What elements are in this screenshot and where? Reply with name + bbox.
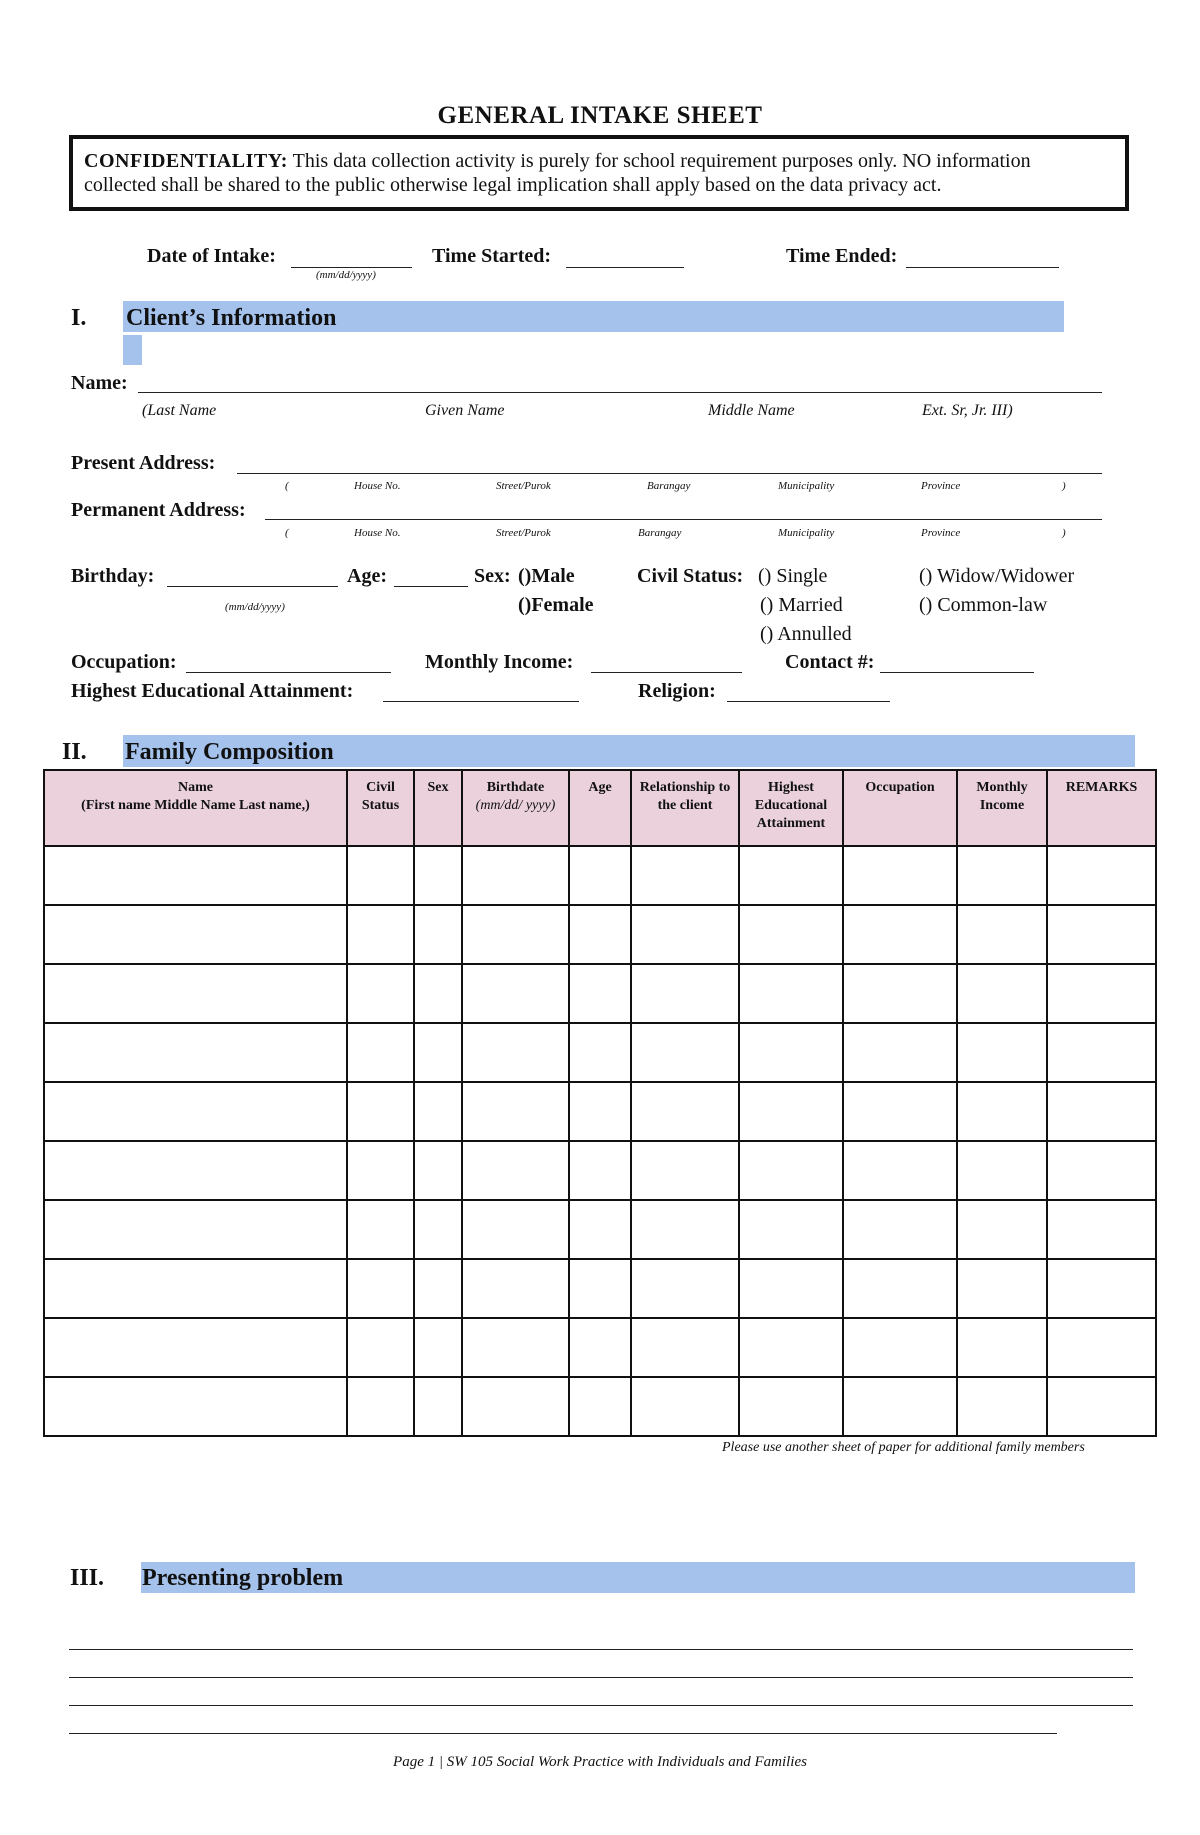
time-ended-field[interactable] bbox=[906, 267, 1059, 268]
table-row bbox=[44, 1318, 1156, 1377]
table-cell-name[interactable] bbox=[44, 846, 347, 905]
table-row bbox=[44, 905, 1156, 964]
table-cell-relationship[interactable] bbox=[631, 964, 739, 1023]
col-header-birthdate-label: Birthdate bbox=[486, 780, 545, 795]
col-header-birthdate bbox=[462, 770, 569, 846]
table-cell-education[interactable] bbox=[739, 905, 843, 964]
table-cell-monthly-income[interactable] bbox=[957, 964, 1047, 1023]
table-cell-relationship[interactable] bbox=[631, 1141, 739, 1200]
religion-label: Religion: bbox=[638, 680, 716, 702]
time-started-field[interactable] bbox=[566, 267, 684, 268]
col-header-civil-status bbox=[347, 770, 414, 846]
table-cell-name[interactable] bbox=[44, 1377, 347, 1436]
table-cell-civil-status[interactable] bbox=[347, 1259, 414, 1318]
table-cell-education[interactable] bbox=[739, 1318, 843, 1377]
perm-address-hint-barangay: Barangay bbox=[638, 527, 682, 539]
col-header-civil-status-label: Civil Status bbox=[361, 780, 400, 813]
section-3-title: Presenting problem bbox=[142, 1565, 344, 1591]
table-cell-birthdate[interactable] bbox=[462, 1023, 569, 1082]
table-cell-monthly-income[interactable] bbox=[957, 846, 1047, 905]
table-cell-occupation[interactable] bbox=[843, 1082, 957, 1141]
table-cell-name[interactable] bbox=[44, 1259, 347, 1318]
table-cell-age[interactable] bbox=[569, 1082, 631, 1141]
section-1-number: I. bbox=[71, 305, 87, 331]
perm-address-hint-street: Street/Purok bbox=[496, 527, 551, 539]
table-cell-occupation[interactable] bbox=[843, 905, 957, 964]
table-cell-age[interactable] bbox=[569, 905, 631, 964]
table-cell-sex[interactable] bbox=[414, 1259, 462, 1318]
address-hint-barangay: Barangay bbox=[647, 480, 691, 492]
section-1-title: Client’s Information bbox=[126, 305, 337, 331]
perm-address-hint-open: ( bbox=[285, 527, 289, 539]
table-cell-occupation[interactable] bbox=[843, 1377, 957, 1436]
table-cell-name[interactable] bbox=[44, 1023, 347, 1082]
contact-label: Contact #: bbox=[785, 651, 875, 673]
table-cell-education[interactable] bbox=[739, 846, 843, 905]
table-cell-education[interactable] bbox=[739, 1023, 843, 1082]
address-hint-street: Street/Purok bbox=[496, 480, 551, 492]
table-cell-sex[interactable] bbox=[414, 1318, 462, 1377]
col-header-occupation bbox=[843, 770, 957, 846]
table-cell-civil-status[interactable] bbox=[347, 1082, 414, 1141]
table-cell-occupation[interactable] bbox=[843, 1318, 957, 1377]
col-header-birthdate-sub: (mm/dd/ yyyy) bbox=[475, 798, 556, 813]
address-hint-close: ) bbox=[1062, 480, 1066, 492]
table-cell-age[interactable] bbox=[569, 846, 631, 905]
table-cell-education[interactable] bbox=[739, 1141, 843, 1200]
name-hint-given: Given Name bbox=[425, 402, 505, 419]
table-row bbox=[44, 1023, 1156, 1082]
col-header-monthly-income bbox=[957, 770, 1047, 846]
table-cell-relationship[interactable] bbox=[631, 846, 739, 905]
table-cell-monthly-income[interactable] bbox=[957, 1141, 1047, 1200]
civil-status-widow-option[interactable]: () Widow/Widower bbox=[919, 565, 1075, 587]
table-cell-age[interactable] bbox=[569, 1141, 631, 1200]
table-cell-civil-status[interactable] bbox=[347, 1023, 414, 1082]
table-cell-monthly-income[interactable] bbox=[957, 1318, 1047, 1377]
education-label: Highest Educational Attainment: bbox=[71, 680, 354, 702]
table-cell-age[interactable] bbox=[569, 1200, 631, 1259]
table-cell-relationship[interactable] bbox=[631, 1200, 739, 1259]
table-cell-birthdate[interactable] bbox=[462, 905, 569, 964]
date-of-intake-label: Date of Intake: bbox=[147, 245, 276, 267]
address-hint-house: House No. bbox=[354, 480, 401, 492]
perm-address-hint-province: Province bbox=[921, 527, 961, 539]
table-cell-remarks[interactable] bbox=[1047, 1377, 1156, 1436]
table-cell-monthly-income[interactable] bbox=[957, 1023, 1047, 1082]
name-hint-last: (Last Name bbox=[142, 402, 217, 419]
problem-line-3[interactable] bbox=[69, 1705, 1133, 1706]
table-cell-relationship[interactable] bbox=[631, 1082, 739, 1141]
name-field[interactable] bbox=[138, 392, 1102, 393]
table-cell-age[interactable] bbox=[569, 1259, 631, 1318]
table-cell-civil-status[interactable] bbox=[347, 964, 414, 1023]
table-cell-education[interactable] bbox=[739, 1082, 843, 1141]
table-cell-birthdate[interactable] bbox=[462, 1082, 569, 1141]
contact-field[interactable] bbox=[880, 672, 1034, 673]
table-cell-name[interactable] bbox=[44, 1200, 347, 1259]
col-header-remarks-label: REMARKS bbox=[1065, 780, 1138, 795]
table-cell-age[interactable] bbox=[569, 1023, 631, 1082]
table-row bbox=[44, 1259, 1156, 1318]
table-cell-remarks[interactable] bbox=[1047, 1023, 1156, 1082]
col-header-relationship bbox=[631, 770, 739, 846]
table-cell-civil-status[interactable] bbox=[347, 905, 414, 964]
confidentiality-text-1: This data collection activity is purely for school requirement purposes only. NO information bbox=[287, 150, 1031, 172]
table-cell-sex[interactable] bbox=[414, 964, 462, 1023]
confidentiality-notice bbox=[69, 135, 1129, 211]
table-cell-monthly-income[interactable] bbox=[957, 905, 1047, 964]
col-header-name bbox=[44, 770, 347, 846]
civil-status-common-law-option[interactable]: () Common-law bbox=[919, 594, 1048, 616]
page-title: GENERAL INTAKE SHEET bbox=[437, 102, 763, 129]
table-cell-occupation[interactable] bbox=[843, 1200, 957, 1259]
table-cell-civil-status[interactable] bbox=[347, 1141, 414, 1200]
civil-status-annulled-option[interactable]: () Annulled bbox=[760, 623, 852, 645]
confidentiality-text-2: collected shall be shared to the public otherwise legal implication shall apply based on the data privacy act. bbox=[84, 174, 942, 196]
table-cell-age[interactable] bbox=[569, 964, 631, 1023]
table-cell-birthdate[interactable] bbox=[462, 1200, 569, 1259]
education-field[interactable] bbox=[383, 701, 579, 702]
table-cell-age[interactable] bbox=[569, 1318, 631, 1377]
table-cell-monthly-income[interactable] bbox=[957, 1377, 1047, 1436]
table-cell-age[interactable] bbox=[569, 1377, 631, 1436]
table-cell-relationship[interactable] bbox=[631, 1259, 739, 1318]
table-cell-sex[interactable] bbox=[414, 1082, 462, 1141]
table-cell-education[interactable] bbox=[739, 1259, 843, 1318]
perm-address-hint-close: ) bbox=[1062, 527, 1066, 539]
table-cell-education[interactable] bbox=[739, 1200, 843, 1259]
time-ended-label: Time Ended: bbox=[786, 245, 898, 267]
table-row bbox=[44, 1082, 1156, 1141]
address-hint-municipality: Municipality bbox=[778, 480, 835, 492]
name-hint-middle: Middle Name bbox=[708, 402, 795, 419]
table-cell-name[interactable] bbox=[44, 1082, 347, 1141]
table-cell-education[interactable] bbox=[739, 964, 843, 1023]
family-table-note: Please use another sheet of paper for additional family members bbox=[722, 1440, 1085, 1455]
table-cell-remarks[interactable] bbox=[1047, 1082, 1156, 1141]
family-composition-table bbox=[43, 769, 1157, 1437]
occupation-label: Occupation: bbox=[71, 651, 177, 673]
occupation-field[interactable] bbox=[186, 672, 391, 673]
table-cell-relationship[interactable] bbox=[631, 1377, 739, 1436]
table-cell-remarks[interactable] bbox=[1047, 1141, 1156, 1200]
page-footer: Page 1 | SW 105 Social Work Practice with Individuals and Families bbox=[393, 1754, 807, 1770]
problem-line-4[interactable] bbox=[69, 1733, 1057, 1734]
col-header-name-label: Name bbox=[178, 780, 213, 795]
permanent-address-field[interactable] bbox=[265, 519, 1102, 520]
col-header-age-label: Age bbox=[588, 780, 612, 795]
table-row bbox=[44, 964, 1156, 1023]
table-row bbox=[44, 1377, 1156, 1436]
table-cell-birthdate[interactable] bbox=[462, 1141, 569, 1200]
table-cell-name[interactable] bbox=[44, 964, 347, 1023]
table-cell-remarks[interactable] bbox=[1047, 964, 1156, 1023]
date-of-intake-hint: (mm/dd/yyyy) bbox=[316, 269, 376, 281]
table-cell-remarks[interactable] bbox=[1047, 1200, 1156, 1259]
section-2-number: II. bbox=[62, 739, 87, 765]
sex-male-option[interactable]: ()Male bbox=[518, 565, 575, 587]
table-cell-education[interactable] bbox=[739, 1377, 843, 1436]
table-cell-relationship[interactable] bbox=[631, 1318, 739, 1377]
present-address-field[interactable] bbox=[237, 473, 1102, 474]
birthday-hint: (mm/dd/yyyy) bbox=[225, 601, 285, 613]
table-cell-birthdate[interactable] bbox=[462, 846, 569, 905]
table-cell-birthdate[interactable] bbox=[462, 1318, 569, 1377]
col-header-age bbox=[569, 770, 631, 846]
table-cell-monthly-income[interactable] bbox=[957, 1259, 1047, 1318]
civil-status-single-option[interactable]: () Single bbox=[758, 565, 828, 587]
table-row bbox=[44, 1200, 1156, 1259]
table-cell-sex[interactable] bbox=[414, 846, 462, 905]
table-cell-birthdate[interactable] bbox=[462, 1259, 569, 1318]
birthday-field[interactable] bbox=[167, 586, 338, 587]
monthly-income-field[interactable] bbox=[591, 672, 742, 673]
monthly-income-label: Monthly Income: bbox=[425, 651, 574, 673]
permanent-address-label: Permanent Address: bbox=[71, 499, 246, 521]
table-cell-birthdate[interactable] bbox=[462, 964, 569, 1023]
birthday-label: Birthday: bbox=[71, 565, 155, 587]
table-cell-sex[interactable] bbox=[414, 1141, 462, 1200]
col-header-education-label: Highest Educational Attainment bbox=[754, 780, 828, 831]
col-header-sex-label: Sex bbox=[427, 780, 449, 795]
table-cell-occupation[interactable] bbox=[843, 1259, 957, 1318]
col-header-relationship-label: Relationship to the client bbox=[639, 780, 731, 813]
name-label: Name: bbox=[71, 372, 128, 394]
table-cell-birthdate[interactable] bbox=[462, 1377, 569, 1436]
address-hint-open: ( bbox=[285, 480, 289, 492]
date-of-intake-field[interactable] bbox=[291, 267, 412, 268]
address-hint-province: Province bbox=[921, 480, 961, 492]
table-cell-sex[interactable] bbox=[414, 1200, 462, 1259]
sex-label: Sex: bbox=[474, 565, 511, 587]
table-cell-relationship[interactable] bbox=[631, 1023, 739, 1082]
table-cell-occupation[interactable] bbox=[843, 846, 957, 905]
table-cell-occupation[interactable] bbox=[843, 1141, 957, 1200]
table-cell-occupation[interactable] bbox=[843, 1023, 957, 1082]
age-field[interactable] bbox=[394, 586, 468, 587]
table-cell-civil-status[interactable] bbox=[347, 1318, 414, 1377]
table-cell-sex[interactable] bbox=[414, 1377, 462, 1436]
section-2-title: Family Composition bbox=[125, 739, 334, 765]
name-hint-ext: Ext. Sr, Jr. III) bbox=[922, 402, 1013, 419]
table-cell-sex[interactable] bbox=[414, 905, 462, 964]
perm-address-hint-municipality: Municipality bbox=[778, 527, 835, 539]
perm-address-hint-house: House No. bbox=[354, 527, 401, 539]
age-label: Age: bbox=[347, 565, 387, 587]
col-header-monthly-income-label: Monthly Income bbox=[976, 780, 1028, 813]
table-row bbox=[44, 1141, 1156, 1200]
table-cell-remarks[interactable] bbox=[1047, 1318, 1156, 1377]
table-cell-name[interactable] bbox=[44, 1141, 347, 1200]
table-cell-relationship[interactable] bbox=[631, 905, 739, 964]
table-cell-monthly-income[interactable] bbox=[957, 1082, 1047, 1141]
problem-line-1[interactable] bbox=[69, 1649, 1133, 1650]
sex-female-option[interactable]: ()Female bbox=[518, 594, 594, 616]
section-3-number: III. bbox=[70, 1565, 105, 1591]
table-cell-name[interactable] bbox=[44, 905, 347, 964]
col-header-name-sub: (First name Middle Name Last name,) bbox=[81, 798, 310, 813]
section-1-marker bbox=[123, 335, 142, 365]
table-cell-sex[interactable] bbox=[414, 1023, 462, 1082]
present-address-label: Present Address: bbox=[71, 452, 216, 474]
civil-status-married-option[interactable]: () Married bbox=[760, 594, 843, 616]
table-cell-occupation[interactable] bbox=[843, 964, 957, 1023]
table-cell-name[interactable] bbox=[44, 1318, 347, 1377]
table-cell-remarks[interactable] bbox=[1047, 1259, 1156, 1318]
table-cell-civil-status[interactable] bbox=[347, 1377, 414, 1436]
col-header-sex bbox=[414, 770, 462, 846]
time-started-label: Time Started: bbox=[432, 245, 552, 267]
table-cell-monthly-income[interactable] bbox=[957, 1200, 1047, 1259]
problem-line-2[interactable] bbox=[69, 1677, 1133, 1678]
confidentiality-label: CONFIDENTIALITY: bbox=[84, 150, 288, 172]
col-header-remarks bbox=[1047, 770, 1156, 846]
table-cell-civil-status[interactable] bbox=[347, 846, 414, 905]
col-header-occupation-label: Occupation bbox=[865, 780, 935, 795]
table-cell-remarks[interactable] bbox=[1047, 846, 1156, 905]
religion-field[interactable] bbox=[727, 701, 890, 702]
civil-status-label: Civil Status: bbox=[637, 565, 744, 587]
table-cell-remarks[interactable] bbox=[1047, 905, 1156, 964]
table-row bbox=[44, 846, 1156, 905]
col-header-education bbox=[739, 770, 843, 846]
table-cell-civil-status[interactable] bbox=[347, 1200, 414, 1259]
